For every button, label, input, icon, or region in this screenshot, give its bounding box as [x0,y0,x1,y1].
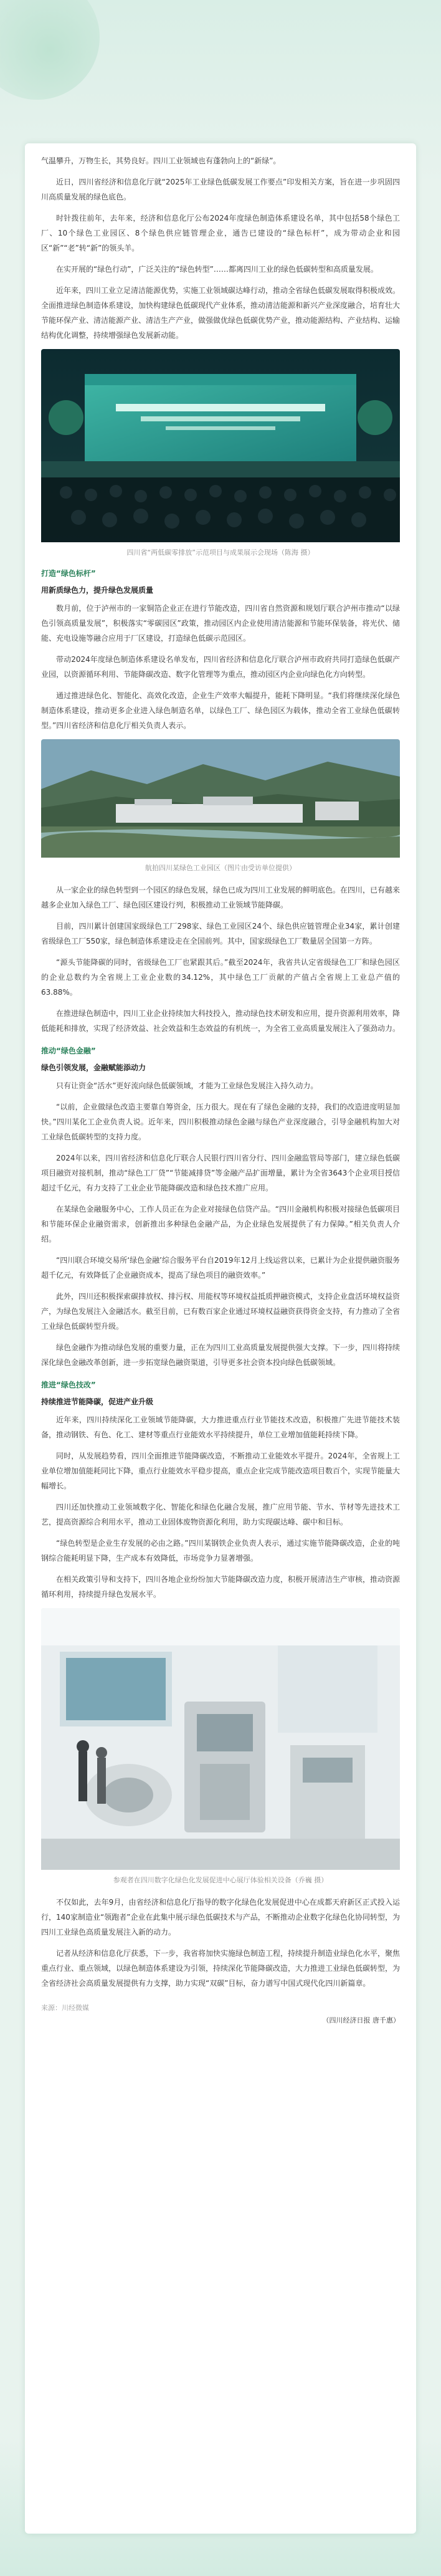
paragraph: 通过推进绿色化、智能化、高效化改造，企业生产效率大幅提升，能耗下降明显。“我们将继续深化绿色制造体系建设，推动更多企业进入绿色制造名单，以绿色工厂、绿色园区为载体，推动全省工业绿色低碳转型。”四川省经济和信息化厅相关负责人表示。 [41,691,400,730]
photo-caption: 参观者在四川数字化绿色化发展促进中心展厅体验相关设备（乔巍 摄） [113,1876,328,1884]
editor-credit: （四川经济日报 唐千惠） [322,2016,400,2024]
paragraph: 在相关政策引导和支持下，四川各地企业纷纷加大节能降碳改造力度，积极开展清洁生产审核，推动资源循环利用，持续提升绿色发展水平。 [41,1575,401,1599]
section-subtitle: 持续推进节能降碳，促进产业升级 [41,1397,154,1406]
industrial-park-photo-svg [41,739,400,858]
section-subtitle: 用新质绿色力，提升绿色发展质量 [41,586,154,595]
paragraph: 目前，四川累计创建国家级绿色工厂298家、绿色工业园区24个、绿色供应链管理企业34家，累计创建省级绿色工厂550家，绿色制造体系建设走在全国前列。其中，国家级绿色工厂数量居全国第一方阵。 [41,922,400,946]
paragraph: 2024年以来，四川省经济和信息化厅联合人民银行四川省分行、四川金融监管局等部门，建立绿色低碳项目融资对接机制，推动“绿色工厂贷”“节能减排贷”等金融产品扩面增量，累计为全省3643个企业项目授信超过千亿元，有力支持了工业企业节能降碳改造和绿色技术推广应用。 [41,1154,400,1192]
section-title: 推动“绿色金融” [41,1046,96,1055]
paragraph: 只有让资金“活水”更好流向绿色低碳领域，才能为工业绿色发展注入持久动力。 [56,1081,318,1090]
paragraph: 在某绿色金融服务中心，工作人员正在为企业对接绿色信贷产品。“四川金融机构积极对接绿色低碳项目和节能环保企业融资需求，创新推出多种绿色金融产品，为企业绿色发展提供了有力保障。”相关负责人介绍。 [41,1205,400,1243]
paragraph: “以前，企业做绿色改造主要靠自筹资金，压力很大。现在有了绿色金融的支持，我们的改造进度明显加快。”四川某化工企业负责人说。近年来，四川积极推动绿色金融与绿色产业深度融合，引导金融机构加大对工业绿色低碳转型的支持力度。 [41,1103,400,1141]
paragraph: 不仅如此，去年9月，由省经济和信息化厅指导的数字化绿色化发展促进中心在成都天府新区正式投入运行，140家制造业“领跑者”企业在此集中展示绿色低碳技术与产品，不断推动企业数字化绿色化协同转型，为四川工业绿色高质量发展注入新的动力。 [41,1898,400,1937]
paragraph: 近年来，四川工业立足清洁能源优势，实施工业领域碳达峰行动，推动全省绿色低碳发展取得积极成效。全面推进绿色制造体系建设，加快构建绿色低碳现代产业体系，推动清洁能源和新兴产业深度融合，培育壮大节能环保产业、清洁能源产业、清洁生产产业，做强做优绿色低碳优势产业，推动能源结构、产业结构、运输结构优化调整，持续增强绿色发展新动能。 [41,286,401,340]
exhibition-photo-svg [41,1608,400,1870]
source-label: 来源：川经微媒 [41,2004,89,2012]
paragraph: 记者从经济和信息化厅获悉，下一步，我省将加快实施绿色制造工程，持续提升制造业绿色化水平，聚焦重点行业、重点领域，以绿色制造体系建设为引领，持续深化节能降碳改造，大力推进工业绿色低碳转型，为全省经济社会高质量发展提供有力支撑，助力实现“双碳”目标，奋力谱写中国式现代化四川新篇章。 [41,1949,401,1988]
section-title: 推进“绿色技改” [41,1381,96,1389]
paragraph: “四川联合环境交易所‘绿色金融’综合服务平台自2019年12月上线运营以来，已累计为企业提供融资服务超千亿元，有效降低了企业融资成本，提高了绿色项目的融资效率。” [41,1256,400,1280]
conference-photo [41,349,400,545]
paragraph: 带动2024年度绿色制造体系建设名单发布，四川省经济和信息化厅联合泸州市政府共同打造绿色低碳产业园，以资源循环利用、节能降碳改造、数字化管理等为重点，推动园区内企业向绿色化方向转型。 [41,655,400,679]
paragraph: 绿色金融作为推动绿色发展的重要力量，正在为四川工业高质量发展提供强大支撑。下一步，四川将持续深化绿色金融改革创新，进一步拓宽绿色融资渠道，引导更多社会资本投向绿色低碳领域。 [41,1343,401,1367]
paragraph: 在推进绿色制造中，四川工业企业持续加大科技投入，推动绿色技术研发和应用，提升资源利用效率，降低能耗和排放，实现了经济效益、社会效益和生态效益的有机统一，为全省工业高质量发展注入了强劲动力。 [41,1009,401,1033]
paragraph: 此外，四川还积极探索碳排放权、排污权、用能权等环境权益抵质押融资模式，支持企业盘活环境权益资产，为绿色发展注入金融活水。截至目前，已有数百家企业通过环境权益融资获得资金支持，有力推动了全省工业绿色低碳转型升级。 [41,1292,401,1331]
paragraph: “源头节能降碳的同时，省级绿色工厂也紧跟其后。”截至2024年，我省共认定省级绿色工厂和绿色园区的企业总数约为全省规上工业企业数的34.12%，其中绿色工厂贡献的产值占全省规上工业总产值的63.88%。 [41,958,400,997]
section-subtitle: 绿色引领发展，金融赋能添动力 [41,1063,146,1072]
paragraph: 近日，四川省经济和信息化厅就“2025年工业绿色低碳发展工作要点”印发相关方案，旨在进一步巩固四川高质量发展的绿色底色。 [41,178,400,201]
intro-paragraph: 气温攀升，万物生长，其势良好。四川工业领域也有蓬勃向上的“新绿”。 [41,156,281,165]
exhibition-photo [41,1608,400,1872]
photo-caption: 四川省“两低碳零排放”示范项目与成果展示会现场（陈海 摄） [126,548,315,557]
industrial-park-photo [41,739,400,860]
photo-caption: 航拍四川某绿色工业园区（图片由受访单位提供） [145,864,296,872]
paragraph: 四川还加快推动工业领域数字化、智能化和绿色化融合发展，推广应用节能、节水、节材等先进技术工艺，提高资源综合利用水平，推动工业固体废物资源化利用，助力实现碳达峰、碳中和目标。 [41,1503,400,1526]
paragraph: 数月前，位于泸州市的一家铜箔企业正在进行节能改造，四川省自然资源和规划厅联合泸州市推动“以绿色引领高质量发展”，积极落实“零碳园区”政策，推动园区内企业使用清洁能源和节能环保装备，将光伏、储能、充电设施等融合应用于厂区建设，打造绿色低碳示范园区。 [41,604,400,643]
leaf-decoration [0,0,100,100]
section-title: 打造“绿色标杆” [41,569,96,578]
paragraph: 近年来，四川持续深化工业领域节能降碳，大力推进重点行业节能技术改造，积极推广先进节能技术装备，推动钢铁、有色、化工、建材等重点行业能效水平持续提升，单位工业增加值能耗持续下降。 [41,1415,400,1439]
conference-photo-svg [41,349,400,542]
article-card [25,143,416,2534]
paragraph: “绿色转型是企业生存发展的必由之路。”四川某钢铁企业负责人表示，通过实施节能降碳改造，企业的吨钢综合能耗明显下降，生产成本有效降低，市场竞争力显著增强。 [41,1539,400,1563]
paragraph: 时针拨往前年，去年来，经济和信息化厅公布2024年度绿色制造体系建设名单，其中包括58个绿色工厂、10个绿色工业园区、8个绿色供应链管理企业，通告已建设的“绿色标杆”，成为带动企业和园区“新”“老”转“新”的领头羊。 [41,214,400,252]
paragraph: 同时，从发展趋势看，四川全面推进节能降碳改造，不断推动工业能效水平提升。2024年，全省规上工业单位增加值能耗同比下降，重点行业能效水平稳步提高，重点企业完成节能改造项目数百个，实现节能量大幅增长。 [41,1452,401,1490]
paragraph: 在实开展的“绿色行动”，广泛关注的“绿色转型”……都离四川工业的绿色低碳转型和高质量发展。 [56,265,378,274]
article-body [25,143,416,2027]
paragraph: 从一家企业的绿色转型到一个园区的绿色发展，绿色已成为四川工业发展的鲜明底色。在四川，已有越来越多企业加入绿色工厂、绿色园区建设行列，积极推动工业领域节能降碳。 [41,886,401,909]
